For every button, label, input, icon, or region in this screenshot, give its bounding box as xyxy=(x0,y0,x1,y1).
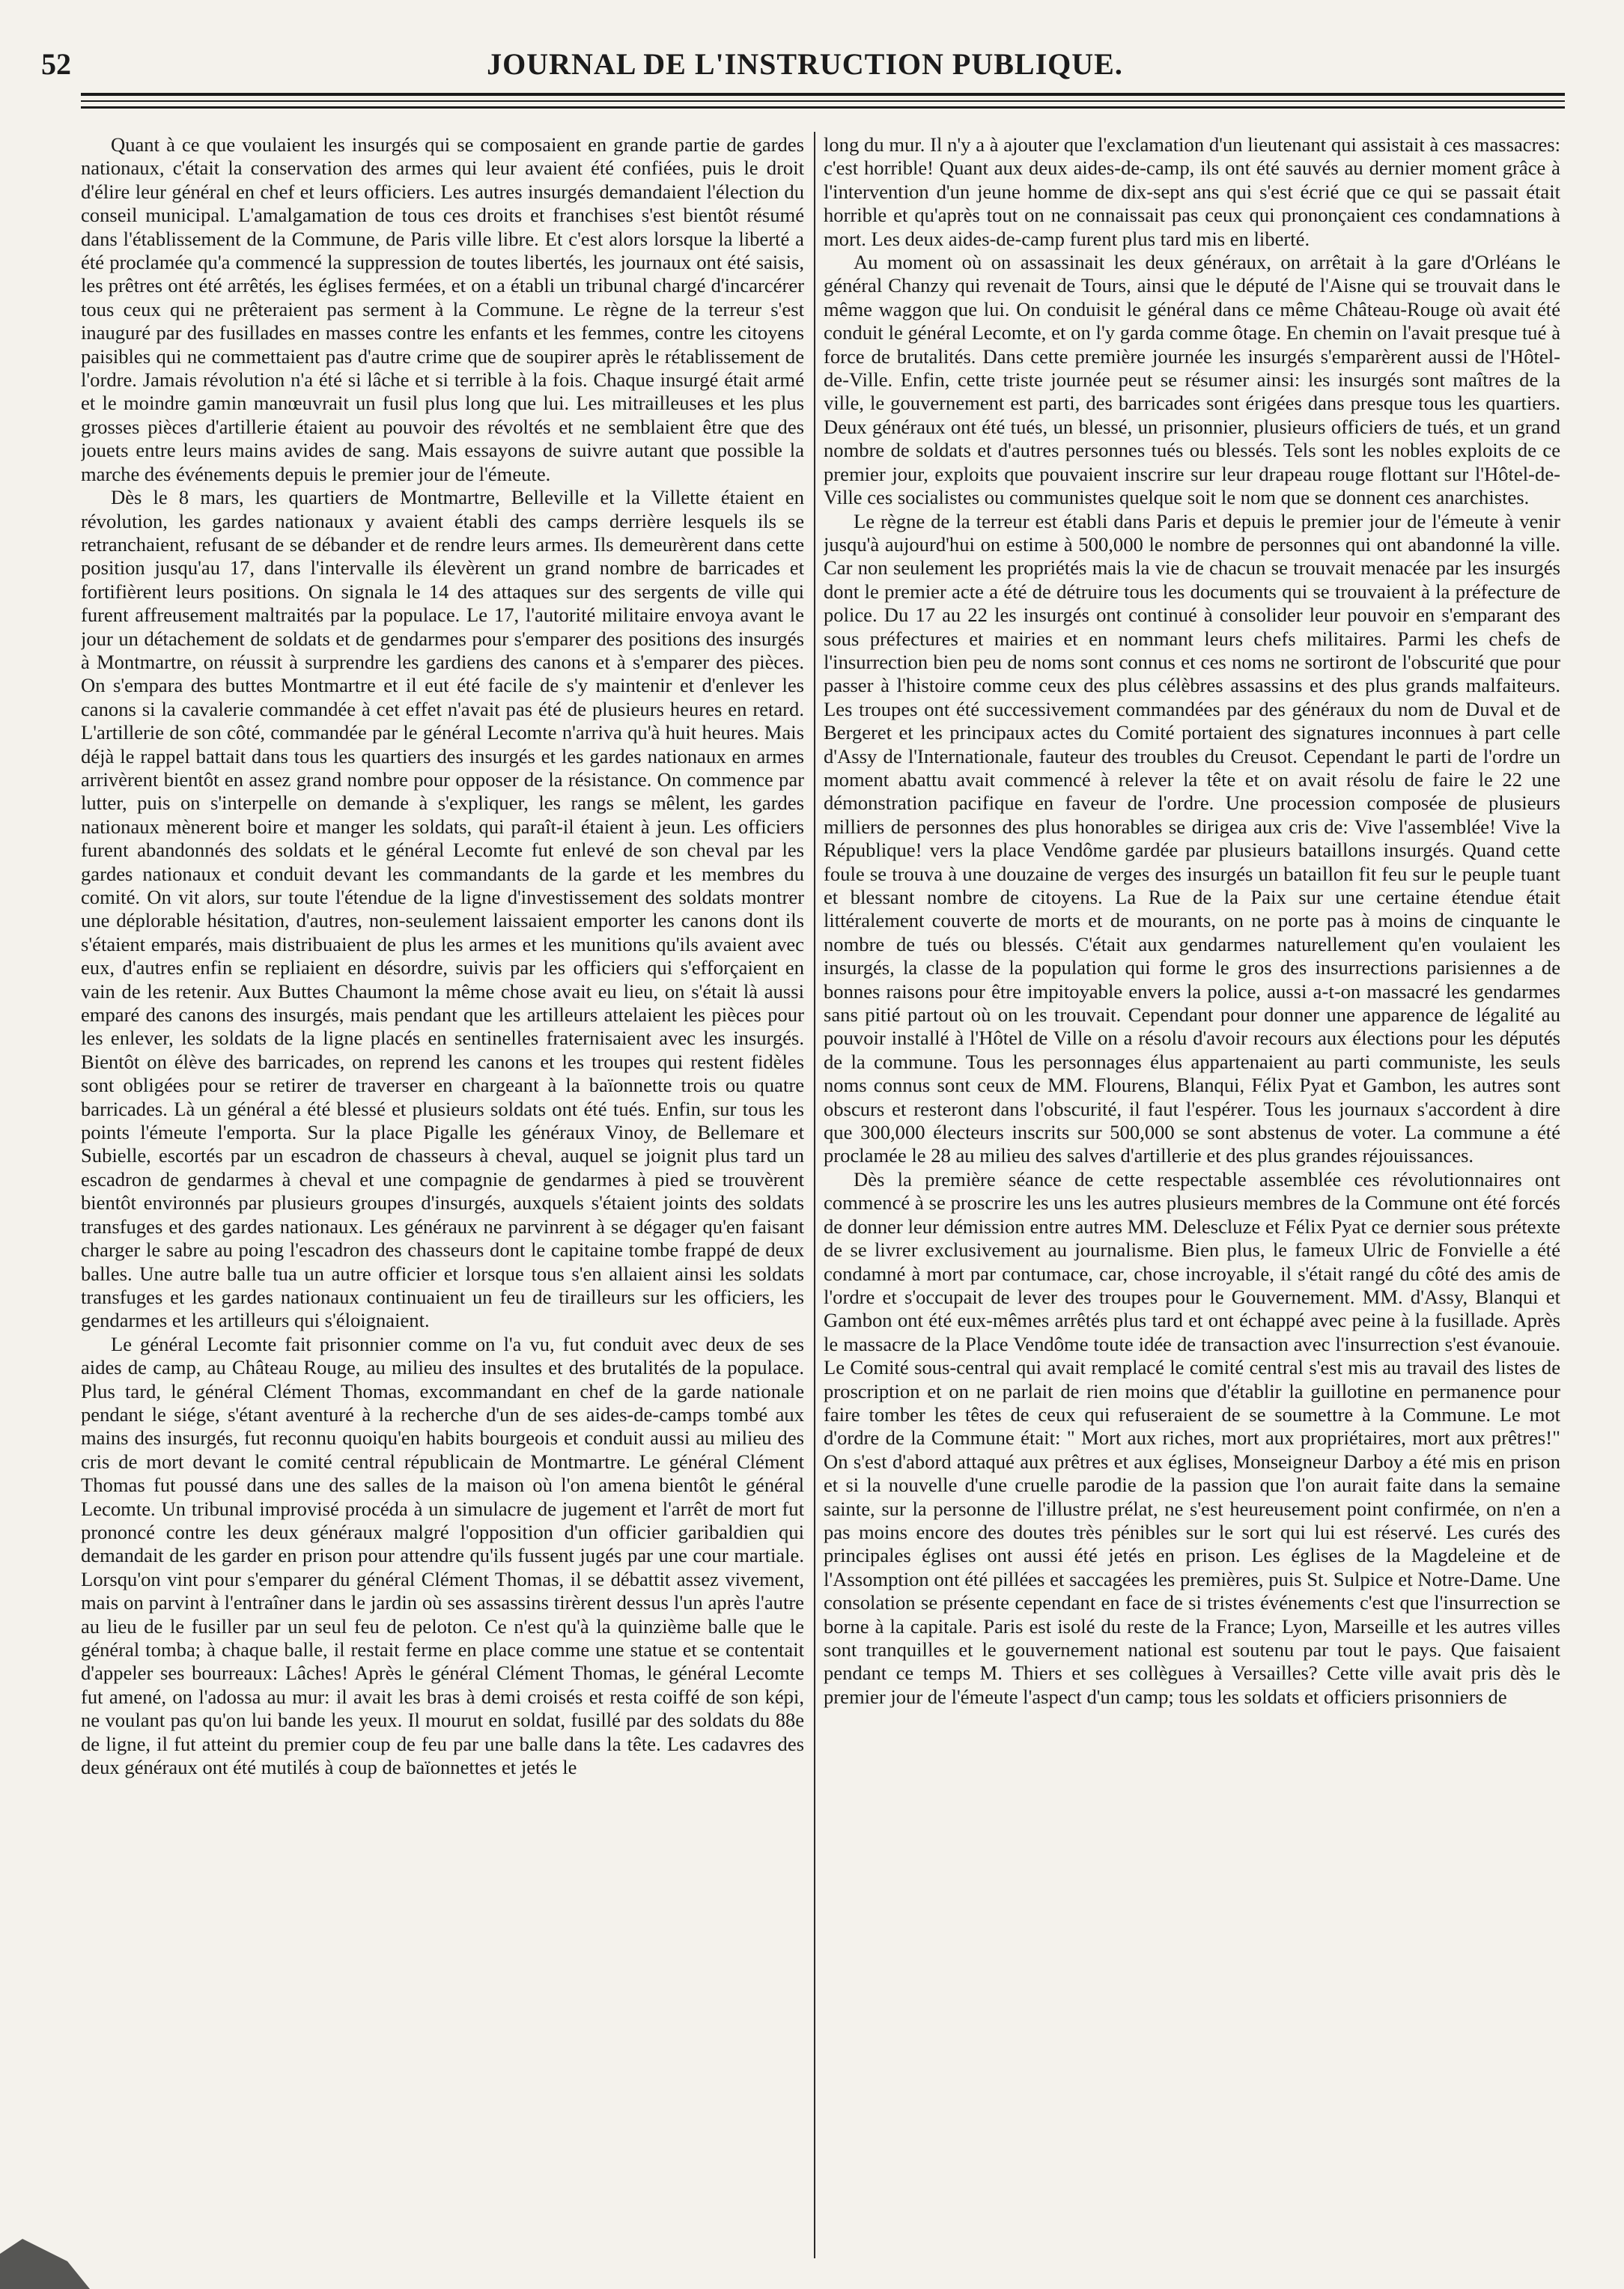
header-rule-top xyxy=(81,93,1565,96)
header-rule-bottom xyxy=(81,106,1565,109)
article-paragraph: Au moment où on assassinait les deux généraux, on arrêtait à la gare d'Orléans le général Chanzy qui revenait de Tours, ainsi que le député de l'Aisne qui se trouvait dans le même waggon que lui. On conduisit le général dans ce même Château-Rouge où avait été conduit le général Lecomte, et on l'y garda comme ôtage. En chemin on l'avait presque tué à force de brutalités. Dans cette première journée les insurgés s'emparèrent aussi de l'Hôtel-de-Ville. Enfin, cette triste journée peut se résumer ainsi: les insurgés sont maîtres de la ville, le gouvernement est parti, des barricades sont érigées dans presque tous les quartiers. Deux généraux ont été tués, un blessé, un prisonnier, plusieurs officiers de tués, et un grand nombre de soldats et d'autres personnes tués ou blessés. Tels sont les nobles exploits de ce premier jour, exploits que pouvaient inscrire sur leur drapeau rouge flottant sur l'Hôtel-de-Ville ces socialistes ou communistes quelque soit le nom que se donnent ces anarchistes. xyxy=(824,251,1560,509)
page-number: 52 xyxy=(41,47,71,81)
article-paragraph: Le général Lecomte fait prisonnier comme on l'a vu, fut conduit avec deux de ses aides de camp, au Château Rouge, au milieu des insultes et des brutalités de la populace. Plus tard, le général Clément Thomas, excommandant en chef de la garde nationale pendant le siége, s'étant aventuré à la recherche d'un de ses aides-de-camps tombé aux mains des insurgés, fut reconnu quoiqu'en habits bourgeois et conduit aussi au milieu des cris de mort devant le comité central républicain de Montmartre. Le général Clément Thomas fut poussé dans une des salles de la maison où l'on amena bientôt le général Lecomte. Un tribunal improvisé procéda à un simulacre de jugement et l'arrêt de mort fut prononcé contre les deux généraux malgré l'opposition d'un officier garibaldien qui demandait de les garder en prison pour attendre qu'ils fussent jugés par une cour martiale. Lorsqu'on vint pour s'emparer du général Clément Thomas, il se débattit assez vivement, mais on parvint à l'entraîner dans le jardin où ses assassins tirèrent dessus l'un après l'autre au lieu de le fusiller par un seul feu de peloton. Ce n'est qu'à la quinzième balle que le général tomba; à chaque balle, il restait ferme en place comme une statue et se contentait d'appeler ses bourreaux: Lâches! Après le général Clément Thomas, le général Lecomte fut amené, on l'adossa au mur: il avait les bras à demi croisés et resta coiffé de son képi, ne voulant pas qu'on lui bande les yeux. Il mourut en soldat, fusillé par des soldats du 88e de ligne, il fut atteint du premier coup de feu par une balle dans la tête. Les cadavres des deux généraux ont été mutilés à coup de baïonnettes et jetés le xyxy=(81,1332,804,1779)
column-divider xyxy=(814,132,815,2258)
article-paragraph: Quant à ce que voulaient les insurgés qui se composaient en grande partie de gardes nationaux, c'était la conservation des armes qui leur avaient été confiées, puis le droit d'élire leur général en chef et leurs officiers. Les autres insurgés demandaient l'élection du conseil municipal. L'amalgamation de tous ces droits et franchises s'est bientôt résumé dans l'établissement de la Commune, de Paris ville libre. Et c'est alors lorsque la liberté a été proclamée qu'a commencé la suppression de toutes libertés, les journaux ont été saisis, les prêtres ont été arrêtés, les églises fermées, et on a établi un tribunal chargé d'incarcérer tous ceux qui ne prêteraient pas serment à la Commune. Le règne de la terreur s'est inauguré par des fusillades en masses contre les enfants et les femmes, contre les citoyens paisibles qui ne commettaient pas d'autre crime que de soupirer après le rétablissement de l'ordre. Jamais révolution n'a été si lâche et si terrible à la fois. Chaque insurgé était armé et le moindre gamin manœuvrait un fusil plus long que lui. Les mitrailleuses et les plus grosses pièces d'artillerie étaient au pouvoir des révoltés et ne semblaient être que des jouets entre leurs mains avides de sang. Mais essayons de suivre autant que possible la marche des événements depuis le premier jour de l'émeute. xyxy=(81,133,804,485)
header-rule-middle xyxy=(81,100,1565,102)
ink-smudge xyxy=(0,2209,90,2289)
right-column xyxy=(824,133,1560,2267)
journal-title: JOURNAL DE L'INSTRUCTION PUBLIQUE. xyxy=(487,47,1123,81)
article-paragraph: Dès la première séance de cette respectable assemblée ces révolutionnaires ont commencé à se proscrire les uns les autres plusieurs membres de la Commune ont été forcés de donner leur démission entre autres MM. Delescluze et Félix Pyat ce dernier sous prétexte de se livrer exclusivement au journalisme. Bien plus, le fameux Ulric de Fonvielle a été condamné à mort par contumace, car, chose incroyable, il s'était rangé du côté des amis de l'ordre et s'occupait de lever des troupes pour le Gouvernement. MM. d'Assy, Blanqui et Gambon ont été eux-mêmes arrêtés plus tard et ont échappé avec peine à la fusillade. Après le massacre de la Place Vendôme toute idée de transaction avec l'insurrection s'est évanouie. Le Comité sous-central qui avait remplacé le comité central s'est mis au travail des listes de proscription et on ne parlait de rien moins que d'établir la guillotine en permanence pour faire tomber les têtes de ceux qui refuseraient de se soumettre à la Commune. Le mot d'ordre de la Commune était: " Mort aux riches, mort aux propriétaires, mort aux prêtres!" On s'est d'abord attaqué aux prêtres et aux églises, Monseigneur Darboy a été mis en prison et si la nouvelle d'une cruelle parodie de la passion que l'on aurait faite dans la semaine sainte, sur la personne de l'illustre prélat, ne s'est heureusement point confirmée, on n'en a pas moins encore des doutes très pénibles sur le sort qui lui est réservé. Les curés des principales églises ont aussi été jetés en prison. Les églises de la Magdeleine et de l'Assomption ont été pillées et saccagées les premières, puis St. Sulpice et Notre-Dame. Une consolation se présente cependant en face de si tristes événements c'est que l'insurrection se borne à la capitale. Paris est isolé du reste de la France; Lyon, Marseille et les autres villes sont tranquilles et le gouvernement national est soutenu par tout le pays. Que faisaient pendant ce temps M. Thiers et ses collègues à Versailles? Cette ville avait pris dès le premier jour de l'émeute l'aspect d'un camp; tous les soldats et officiers prisonniers de xyxy=(824,1167,1560,1708)
article-paragraph: long du mur. Il n'y a à ajouter que l'exclamation d'un lieutenant qui assistait à ces massacres: c'est horrible! Quant aux deux aides-de-camp, ils ont été sauvés au dernier moment grâce à l'intervention d'un jeune homme de dix-sept ans qui s'est écrié que ce qui se passait était horrible et qu'après tout on ne connaissait pas ceux qui prononçaient ces condamnations à mort. Les deux aides-de-camp furent plus tard mis en liberté. xyxy=(824,133,1560,250)
left-column xyxy=(81,133,804,2267)
page-header xyxy=(41,46,1569,85)
article-paragraph: Dès le 8 mars, les quartiers de Montmartre, Belleville et la Villette étaient en révolution, les gardes nationaux y avaient établi des camps derrière lesquels ils se retranchaient, refusant de se débander et de rendre leurs armes. Ils demeurèrent dans cette position jusqu'au 17, dans l'intervalle ils élevèrent un grand nombre de barricades et fortifièrent leurs positions. On signala le 14 des attaques sur des sergents de ville qui furent affreusement maltraités par la populace. Le 17, l'autorité militaire envoya avant le jour un détachement de soldats et de gendarmes pour s'emparer des positions des insurgés à Montmartre, on réussit à surprendre les gardiens des canons et à s'emparer des pièces. On s'empara des buttes Montmartre et il eut été facile de s'y maintenir et d'enlever les canons si la cavalerie commandée à cet effet n'avait pas été de plusieurs heures en retard. L'artillerie de son côté, commandée par le général Lecomte n'arriva qu'à huit heures. Mais déjà le rappel battait dans tous les quartiers des insurgés et les gardes nationaux en armes arrivèrent bientôt en assez grand nombre pour opposer de la résistance. On commence par lutter, puis on s'interpelle on demande à s'expliquer, les rangs se mêlent, les gardes nationaux mènerent boire et manger les soldats, qui paraît-il étaient à jeun. Les officiers furent abandonnés des soldats et le général Lecomte fut enlevé de son cheval par les gardes nationaux et conduit devant les commandants de la garde et les membres du comité. On vit alors, sur toute l'étendue de la ligne d'investissement des soldats montrer une déplorable hésitation, d'autres, non-seulement laissaient emporter les canons dont ils s'étaient emparés, mais distribuaient de plus les armes et les munitions qu'ils avaient avec eux, d'autres enfin se repliaient en désordre, suivis par les officiers qui s'efforçaient en vain de les retenir. Aux Buttes Chaumont la même chose avait eu lieu, on s'était là aussi emparé des canons des insurgés, mais pendant que les artilleurs attelaient les pièces pour les enlever, les soldats de la ligne placés en sentinelles fraternisaient avec les insurgés. Bientôt on élève des barricades, on reprend les canons et les troupes qui restent fidèles sont obligées pour se retirer de traverser en chargeant à la baïonnette trois ou quatre barricades. Là un général a été blessé et plusieurs soldats ont été tués. Enfin, sur tous les points l'émeute l'emporta. Sur la place Pigalle les généraux Vinoy, de Bellemare et Subielle, escortés par un escadron de chasseurs à cheval, auquel se joignit plus tard un escadron de gendarmes à cheval et une compagnie de gendarmes à pied se trouvèrent bientôt environnés par plusieurs groupes d'insurgés, auxquels s'étaient joints des soldats transfuges et des gardes nationaux. Les généraux ne parvinrent à se dégager qu'en faisant charger le sabre au poing l'escadron des chasseurs dont le capitaine tombe frappé de deux balles. Une autre balle tua un autre officier et lorsque tous s'en allaient ainsi les soldats transfuges et les gardes nationaux continuaient un feu de tirailleurs sur les officiers, les gendarmes et les artilleurs qui s'éloignaient. xyxy=(81,486,804,1332)
article-paragraph: Le règne de la terreur est établi dans Paris et depuis le premier jour de l'émeute à venir jusqu'à aujourd'hui on estime à 500,000 le nombre de personnes qui ont abandonné la ville. Car non seulement les propriétés mais la vie de chacun se trouvait menacée par les insurgés dont le premier acte a été de détruire tous les documents qui se trouvaient à la préfecture de police. Du 17 au 22 les insurgés ont continué à consolider leur pouvoir en s'emparant des sous préfectures et mairies et en nommant leurs chefs militaires. Parmi les chefs de l'insurrection bien peu de noms sont connus et ces noms ne sortiront de l'obscurité que pour passer à l'histoire comme ceux des plus célèbres assassins et des plus grands malfaiteurs. Les troupes ont été successivement commandées par des généraux du nom de Duval et de Bergeret et les principaux actes du Comité portaient des signatures inconnues à part celle d'Assy de l'Internationale, fauteur des troubles du Creusot. Cependant le parti de l'ordre un moment abattu avait commencé à relever la tête et on avait résolu de faire le 22 une démonstration pacifique en faveur de l'ordre. Une procession composée de plusieurs milliers de personnes des plus honorables se dirigea aux cris de: Vive l'assemblée! Vive la République! vers la place Vendôme gardée par plusieurs bataillons insurgés. Quand cette foule se trouva à une douzaine de verges des insurgés un bataillon fit feu sur le peuple tuant et blessant nombre de citoyens. La Rue de la Paix sur une certaine étendue était littéralement couverte de morts et de mourants, on ne porte pas à moins de cinquante le nombre de tués ou blessés. C'était aux gendarmes naturellement qu'en voulaient les insurgés, la classe de la population qui forme le gros des insurrections parisiennes a de bonnes raisons pour être impitoyable envers la police, aussi a-t-on massacré les gendarmes sans pitié partout où on les trouvait. Cependant pour donner une apparence de légalité au pouvoir installé à l'Hôtel de Ville on a résolu d'avoir recours aux élections pour les députés de la commune. Tous les personnages élus appartenaient au parti communiste, les seuls noms connus sont ceux de MM. Flourens, Blanqui, Félix Pyat et Gambon, les autres sont obscurs et resteront dans l'obscurité, il faut l'espérer. Tous les journaux s'accordent à dire que 300,000 électeurs inscrits sur 500,000 se sont abstenus de voter. La commune a été proclamée le 28 au milieu des salves d'artillerie et des plus grandes réjouissances. xyxy=(824,509,1560,1167)
